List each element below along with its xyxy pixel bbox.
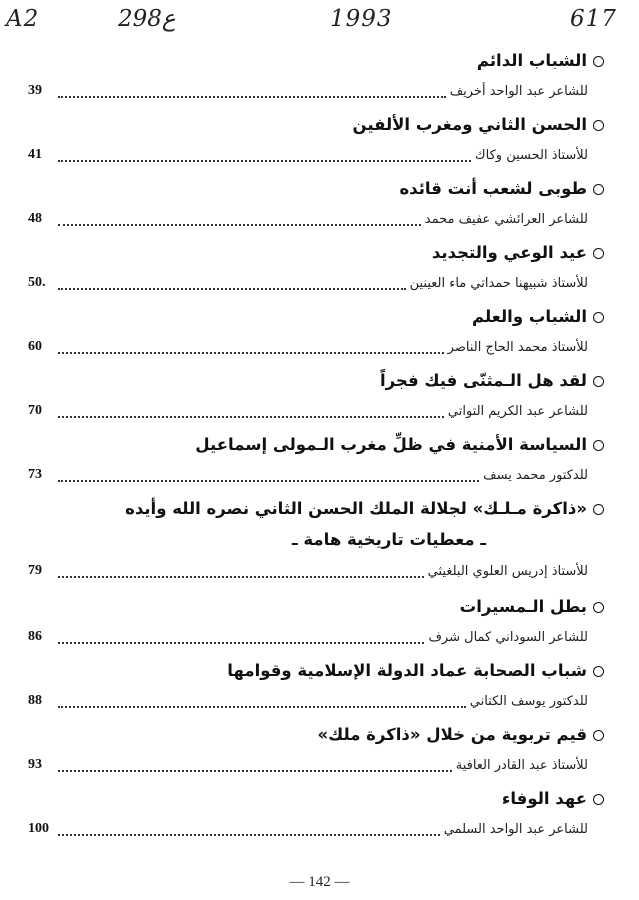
- dot-leader: [58, 276, 406, 290]
- entry-title-text: عهد الوفاء: [501, 789, 587, 808]
- entry-page-number: 100: [28, 821, 49, 836]
- toc-entry: [28, 592, 604, 656]
- entry-title-text: الحسن الثاني ومغرب الألفين: [352, 115, 587, 134]
- entry-author: للشاعر عبد الكريم التواتي: [447, 403, 588, 419]
- entry-title: [28, 656, 604, 686]
- entry-title-text: الشباب الدائم: [476, 51, 587, 70]
- toc-entry: [28, 110, 604, 174]
- toc-entry: [28, 302, 604, 366]
- entry-title-text: السياسة الأمنية في ظلِّ مغرب الـمولى إسماعيل: [195, 435, 587, 454]
- handwritten-year: 1993: [330, 6, 393, 32]
- entry-title: [28, 110, 604, 140]
- entry-title-text: بطل الـمسيرات: [459, 597, 587, 616]
- entry-page-number: 86: [28, 629, 42, 644]
- toc-entry: [28, 430, 604, 494]
- dot-leader: [58, 404, 444, 418]
- entry-title-text: طوبى لشعب أنت قائده: [399, 179, 587, 198]
- entry-author-row: [28, 204, 604, 234]
- entry-title: [28, 238, 604, 268]
- dot-leader: [58, 758, 452, 772]
- entry-title-text: الشباب والعلم: [472, 307, 587, 326]
- bullet-icon: [593, 312, 604, 323]
- entry-author: للأستاذ إدريس العلوي البلغيثي: [427, 563, 588, 579]
- entry-author-row: [28, 750, 604, 780]
- dot-leader: [58, 630, 424, 644]
- entry-title-text: عيد الوعي والتجديد: [431, 243, 587, 262]
- entry-author: للشاعر العرائشي عفيف محمد: [424, 211, 588, 227]
- bullet-icon: [593, 504, 604, 515]
- toc-entry: [28, 494, 604, 592]
- entry-title: [28, 430, 604, 460]
- entry-page-number: 50.: [28, 275, 46, 290]
- entry-title: [28, 494, 604, 524]
- entry-page-number: 39: [28, 83, 42, 98]
- toc-entry: [28, 366, 604, 430]
- dot-leader: [58, 822, 440, 836]
- toc-entry: [28, 174, 604, 238]
- entry-author-row: [28, 814, 604, 844]
- entry-title: [28, 302, 604, 332]
- entry-author: للأستاذ الحسين وكاك: [474, 147, 588, 163]
- toc-entry: [28, 46, 604, 110]
- entry-author: للأستاذ عبد القادر العافية: [455, 757, 588, 773]
- entry-title: [28, 592, 604, 622]
- entry-author-row: [28, 140, 604, 170]
- table-of-contents: [28, 46, 604, 848]
- bullet-icon: [593, 376, 604, 387]
- toc-entry: [28, 784, 604, 848]
- bullet-icon: [593, 730, 604, 741]
- entry-title: [28, 784, 604, 814]
- entry-page-number: 93: [28, 757, 42, 772]
- entry-title: [28, 174, 604, 204]
- dot-leader: [58, 212, 421, 226]
- dot-leader: [58, 84, 446, 98]
- entry-subtitle: ـ معطيات تاريخية هامة ـ: [292, 530, 486, 549]
- bullet-icon: [593, 184, 604, 195]
- entry-author: للدكتور يوسف الكتاني: [469, 693, 588, 709]
- dot-leader: [58, 564, 424, 578]
- dot-leader: [58, 148, 471, 162]
- entry-page-number: 88: [28, 693, 42, 708]
- entry-author-row: [28, 76, 604, 106]
- entry-title-text: لقد هل الـمثنّى فيك فجراً: [380, 371, 587, 390]
- bullet-icon: [593, 248, 604, 259]
- entry-page-number: 41: [28, 147, 42, 162]
- handwritten-annotation: 298ع: [118, 6, 176, 32]
- entry-page-number: 79: [28, 563, 42, 578]
- entry-title: [28, 46, 604, 76]
- entry-author-row: [28, 268, 604, 298]
- bullet-icon: [593, 666, 604, 677]
- bullet-icon: [593, 56, 604, 67]
- entry-author: للشاعر عبد الواحد أخريف: [449, 83, 588, 99]
- dot-leader: [58, 340, 444, 354]
- entry-author: للشاعر السوداني كمال شرف: [428, 629, 588, 645]
- entry-title: [28, 720, 604, 750]
- entry-page-number: 70: [28, 403, 42, 418]
- entry-author-row: [28, 622, 604, 652]
- bullet-icon: [593, 440, 604, 451]
- entry-title: [28, 366, 604, 396]
- dot-leader: [58, 694, 466, 708]
- handwritten-annotation: 617: [570, 6, 617, 32]
- entry-page-number: 60: [28, 339, 42, 354]
- toc-entry: [28, 720, 604, 784]
- entry-author-row: [28, 332, 604, 362]
- bullet-icon: [593, 794, 604, 805]
- toc-entry: [28, 656, 604, 720]
- entry-author-row: [28, 556, 604, 586]
- entry-author-row: [28, 396, 604, 426]
- entry-page-number: 73: [28, 467, 42, 482]
- entry-author: للدكتور محمد يسف: [483, 467, 588, 483]
- entry-title-text: شباب الصحابة عماد الدولة الإسلامية وقوامها: [227, 661, 587, 680]
- entry-author: للأستاذ شبيهنا حمداتي ماء العينين: [409, 275, 588, 291]
- dot-leader: [58, 468, 479, 482]
- entry-author-row: [28, 686, 604, 716]
- entry-author-row: [28, 460, 604, 490]
- toc-entry: [28, 238, 604, 302]
- entry-page-number: 48: [28, 211, 42, 226]
- entry-title-text: قيم تربوية من خلال «ذاكرة ملك»: [317, 725, 587, 744]
- entry-author: للأستاذ محمد الحاج الناصر: [447, 339, 588, 355]
- entry-title-text: «ذاكرة مـلـك» لجلالة الملك الحسن الثاني نصره الله وأيده: [125, 499, 587, 518]
- bullet-icon: [593, 120, 604, 131]
- bullet-icon: [593, 602, 604, 613]
- entry-author: للشاعر عبد الواحد السلمي: [443, 821, 588, 837]
- page-number-footer: — 142 —: [289, 874, 350, 890]
- handwritten-annotation: A2: [6, 6, 40, 32]
